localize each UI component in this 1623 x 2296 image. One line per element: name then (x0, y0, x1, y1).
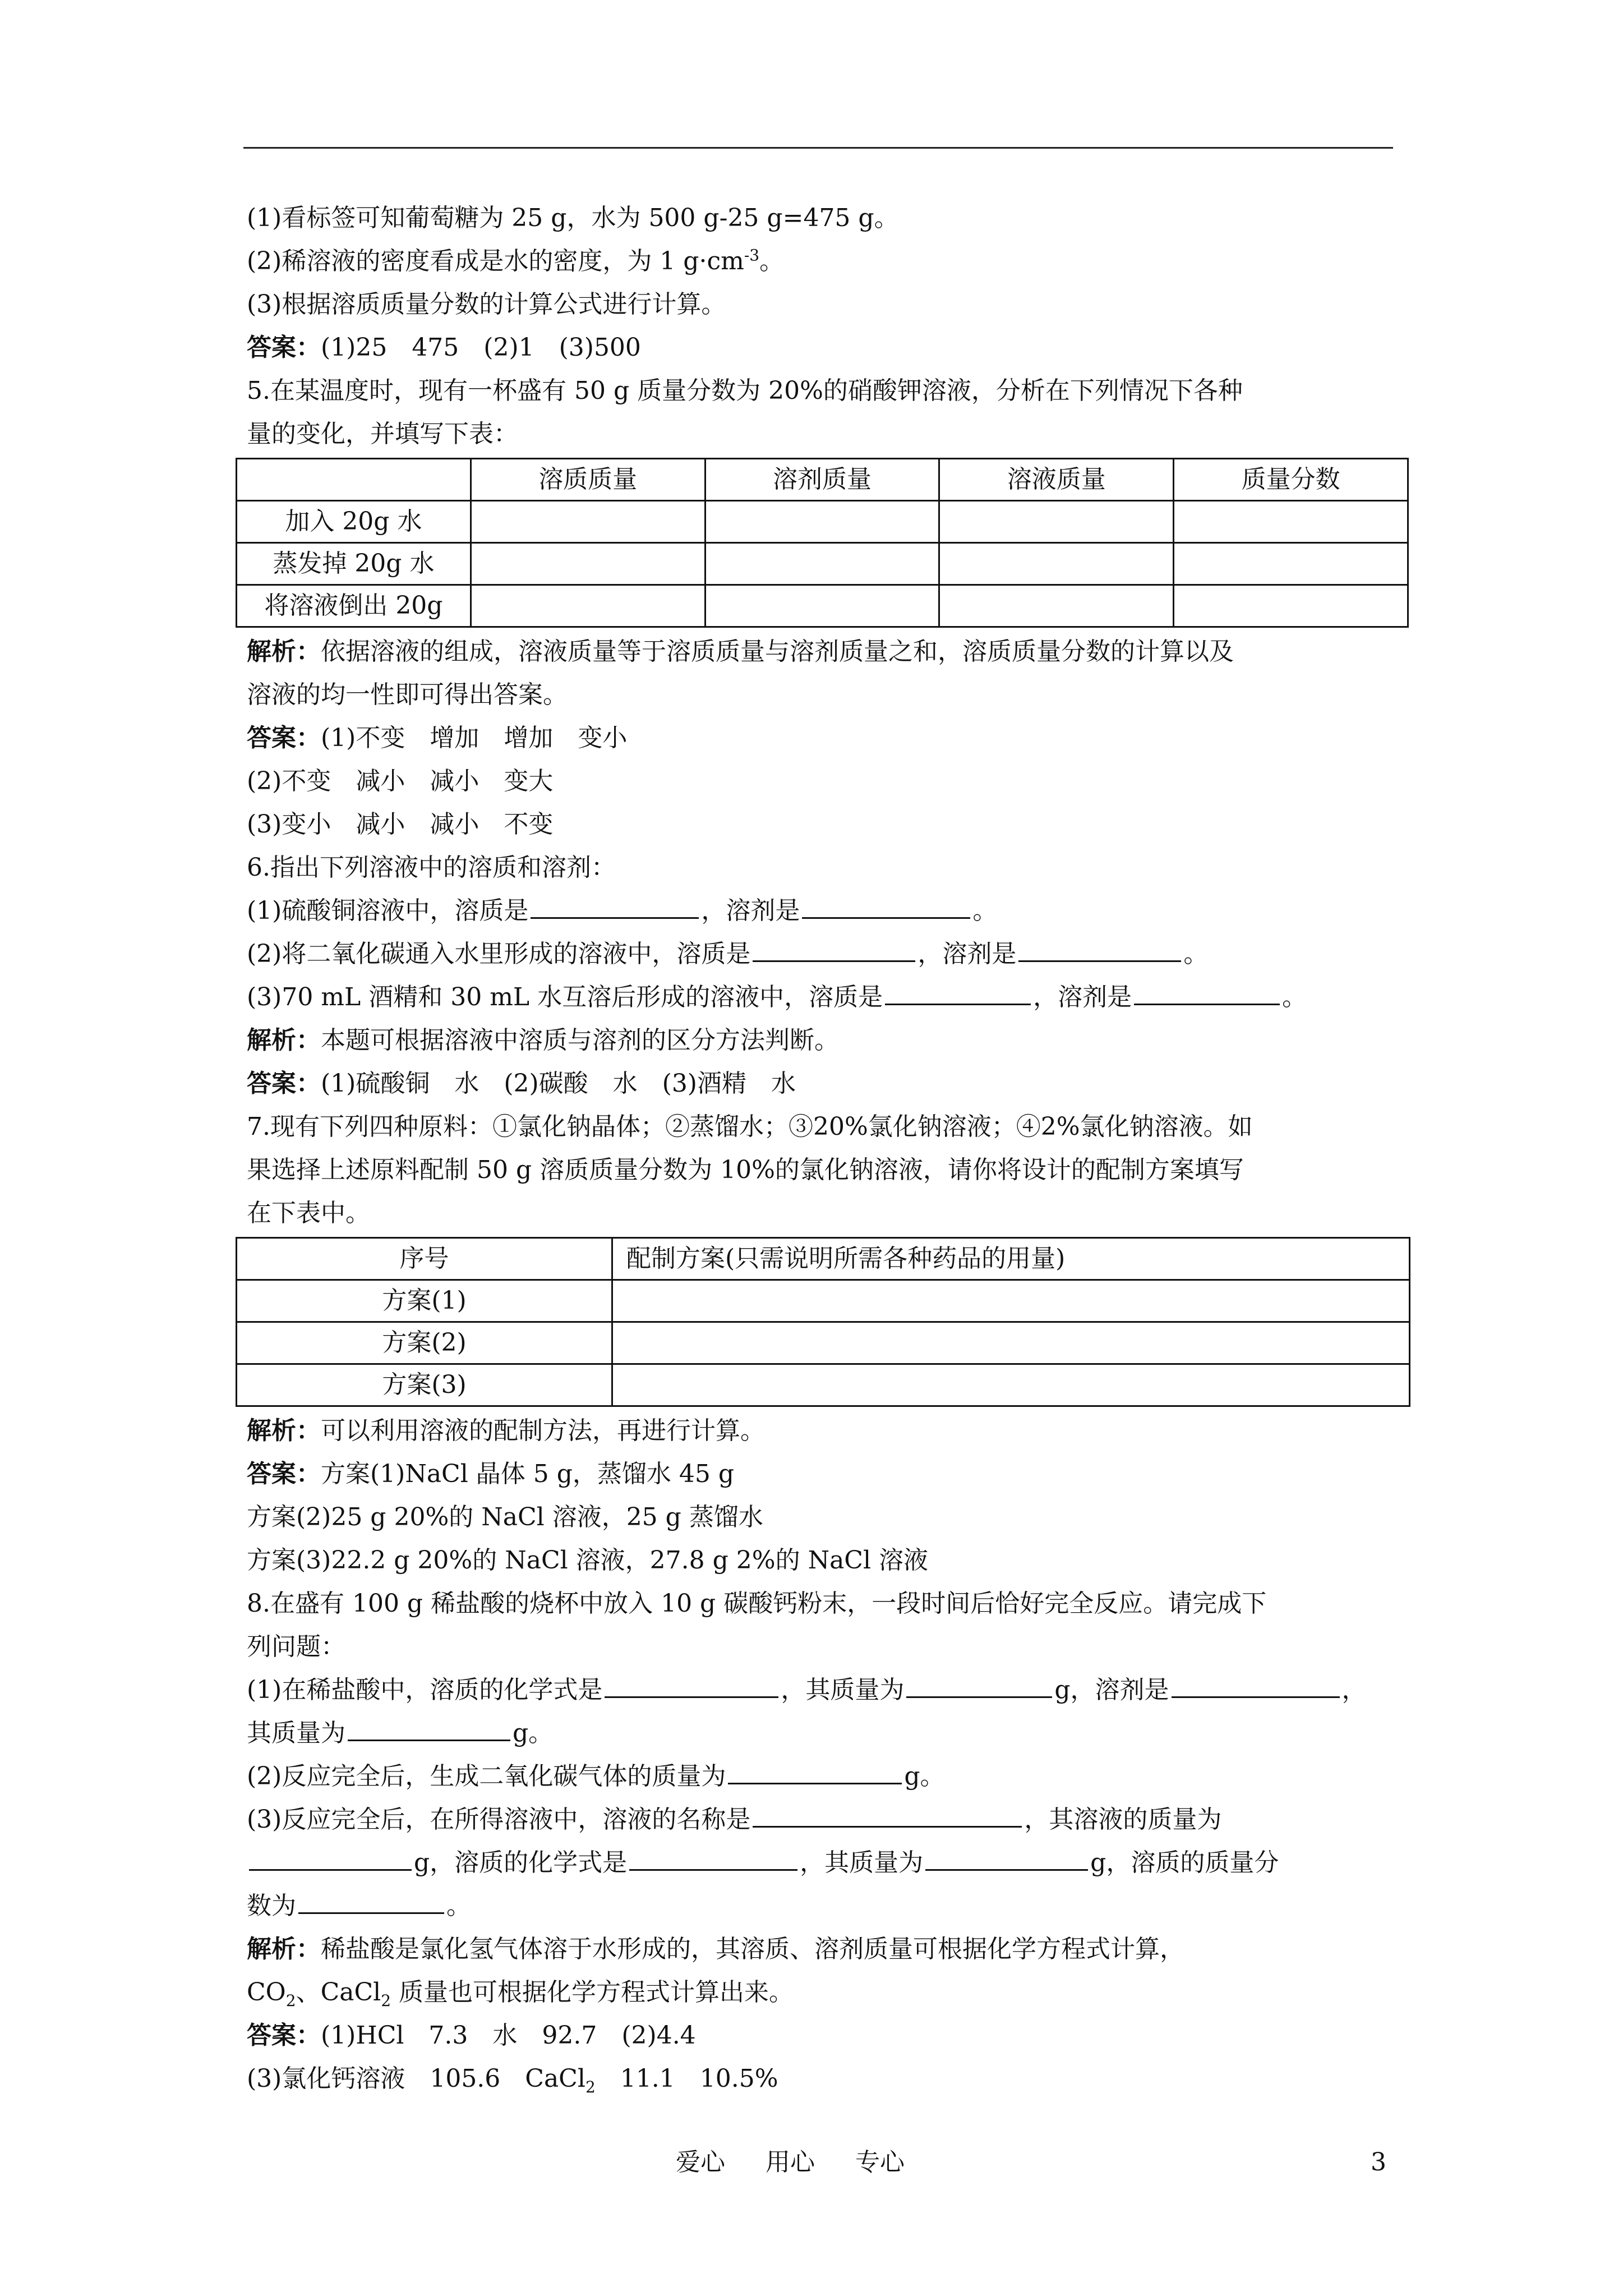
table-header-row (237, 1238, 1410, 1280)
answer-blank[interactable] (348, 1715, 510, 1741)
text-line: (1)在稀盐酸中，溶质的化学式是 ，其质量为 g，溶剂是 ， (247, 1668, 1391, 1711)
analysis-line: 解析：本题可根据溶液中溶质与溶剂的区分方法判断。 (247, 1026, 839, 1055)
answer-blank[interactable] (1018, 936, 1181, 962)
header-rule (243, 147, 1393, 149)
table-header-cell: 溶液质量 (939, 459, 1174, 501)
answer-line: 答案：(1)25 475 (2)1 (3)500 (247, 333, 641, 362)
table-header-cell: 溶剂质量 (705, 459, 939, 501)
answer-blank[interactable] (531, 892, 699, 919)
table-cell (705, 585, 939, 627)
footer-motto-item: 专心 (855, 2148, 905, 2177)
table-cell (939, 543, 1174, 585)
answer-line: 答案：(1)HCl 7.3 水 92.7 (2)4.4 (247, 2021, 696, 2050)
answer-blank[interactable] (753, 936, 915, 962)
text-line: 在下表中。 (247, 1199, 370, 1227)
table-header-cell: 序号 (237, 1238, 612, 1280)
text-line: (3)70 mL 酒精和 30 mL 水互溶后形成的溶液中，溶质是 ，溶剂是 。 (247, 976, 1391, 1019)
table-row (237, 1280, 1410, 1322)
footer-motto-item: 爱心 (676, 2148, 725, 2177)
answer-blank[interactable] (1134, 979, 1280, 1005)
text-line: (3)反应完全后，在所得溶液中，溶液的名称是 ，其溶液的质量为 (247, 1798, 1391, 1841)
text-line: (1)硫酸铜溶液中，溶质是 ，溶剂是 。 (247, 889, 1391, 932)
answer-blank[interactable] (1172, 1672, 1340, 1698)
table-row-label: 方案(1) (237, 1280, 612, 1322)
answer-blank[interactable] (802, 892, 970, 919)
text-line: 量的变化，并填写下表： (247, 420, 518, 448)
table-header-cell: 溶质质量 (471, 459, 705, 501)
answer-blank[interactable] (298, 1888, 444, 1914)
text-line: 其质量为 g。 (247, 1711, 1391, 1755)
text-line: 列问题： (247, 1632, 345, 1661)
text-line: (3)变小 减小 减小 不变 (247, 810, 554, 839)
table-row-label: 蒸发掉 20g 水 (237, 543, 471, 585)
text-line: (2)稀溶液的密度看成是水的密度，为 1 $g\cdot cm^{-3}$。 (247, 246, 785, 275)
text-line: (3)根据溶质质量分数的计算公式进行计算。 (247, 290, 726, 319)
question-7: 7.现有下列四种原料：①氯化钠晶体；②蒸馏水；③20%氯化钠溶液；④2%氯化钠溶液。如 (247, 1112, 1253, 1141)
text-line: (2)反应完全后，生成二氧化碳气体的质量为 g。 (247, 1755, 1391, 1798)
table-cell (471, 585, 705, 627)
analysis-line: 解析：稀盐酸是氯化氢气体溶于水形成的，其溶质、溶剂质量可根据化学方程式计算， (247, 1935, 1184, 1963)
question-8: 8.在盛有 100 g 稀盐酸的烧杯中放入 10 g 碳酸钙粉末，一段时间后恰好完全反应。请完成下 (247, 1589, 1267, 1618)
table-row-label: 方案(2) (237, 1322, 612, 1364)
table-header-row (237, 459, 1408, 501)
table-cell (939, 501, 1174, 543)
text-line: (2)将二氧化碳通入水里形成的溶液中，溶质是 ，溶剂是 。 (247, 932, 1391, 976)
answer-blank[interactable] (629, 1844, 797, 1871)
analysis-line: 解析：依据溶液的组成，溶液质量等于溶质质量与溶剂质量之和，溶质质量分数的计算以及 (247, 637, 1234, 666)
table-q5 (236, 458, 1409, 628)
page-content (247, 196, 1391, 2100)
text-line: (1)看标签可知葡萄糖为 25 g，水为 500 g-25 g=475 g。 (247, 204, 899, 232)
question-5: 5.在某温度时，现有一杯盛有 50 g 质量分数为 20%的硝酸钾溶液，分析在下列情况下各种 (247, 376, 1243, 405)
text-line: (3)氯化钙溶液 105.6 CaCl$_2$ 11.1 10.5% (247, 2064, 778, 2096)
table-cell (939, 585, 1174, 627)
page-number: 3 (1371, 2148, 1386, 2177)
answer-blank[interactable] (753, 1801, 1022, 1828)
table-cell (612, 1364, 1410, 1406)
footer-motto-item: 用心 (766, 2148, 815, 2177)
table-row (237, 543, 1408, 585)
table-row (237, 1322, 1410, 1364)
table-header-cell: 配制方案(只需说明所需各种药品的用量) (612, 1238, 1410, 1280)
table-cell (612, 1322, 1410, 1364)
footer-motto (676, 2146, 945, 2179)
answer-blank[interactable] (925, 1844, 1088, 1871)
answer-blank[interactable] (728, 1758, 902, 1784)
table-cell (1174, 501, 1408, 543)
table-q7 (236, 1237, 1410, 1407)
answer-blank[interactable] (249, 1844, 412, 1871)
answer-blank[interactable] (605, 1672, 778, 1698)
table-header-cell: 质量分数 (1174, 459, 1408, 501)
text-line: $CO_2$、CaCl$_2$ 质量也可根据化学方程式计算出来。 (247, 1978, 794, 2010)
table-row (237, 585, 1408, 627)
table-row (237, 501, 1408, 543)
table-cell (705, 543, 939, 585)
text-line: 果选择上述原料配制 50 g 溶质质量分数为 10%的氯化钠溶液，请你将设计的配制方案填写 (247, 1156, 1244, 1184)
answer-line: 答案：(1)硫酸铜 水 (2)碳酸 水 (3)酒精 水 (247, 1069, 796, 1098)
question-6: 6.指出下列溶液中的溶质和溶剂： (247, 853, 616, 882)
table-cell (705, 501, 939, 543)
text-line: 溶液的均一性即可得出答案。 (247, 680, 568, 709)
table-cell (612, 1280, 1410, 1322)
table-header-cell (237, 459, 471, 501)
table-row (237, 1364, 1410, 1406)
text-line: (2)不变 减小 减小 变大 (247, 767, 554, 795)
text-line: 方案(3)22.2 g 20%的 NaCl 溶液，27.8 g 2%的 NaCl 溶液 (247, 1546, 929, 1575)
table-row-label: 方案(3) (237, 1364, 612, 1406)
table-cell (1174, 543, 1408, 585)
table-row-label: 加入 20g 水 (237, 501, 471, 543)
table-cell (471, 543, 705, 585)
table-cell (1174, 585, 1408, 627)
text-line: g，溶质的化学式是 ，其质量为 g，溶质的质量分 (247, 1841, 1391, 1884)
analysis-line: 解析：可以利用溶液的配制方法，再进行计算。 (247, 1416, 765, 1445)
text-line: 数为 。 (247, 1884, 1391, 1927)
answer-blank[interactable] (885, 979, 1031, 1005)
answer-blank[interactable] (906, 1672, 1052, 1698)
table-row-label: 将溶液倒出 20g (237, 585, 471, 627)
answer-line: 答案：方案(1)NaCl 晶体 5 g，蒸馏水 45 g (247, 1460, 735, 1488)
table-cell (471, 501, 705, 543)
text-line: 方案(2)25 g 20%的 NaCl 溶液，25 g 蒸馏水 (247, 1503, 763, 1531)
answer-line: 答案：(1)不变 增加 增加 变小 (247, 724, 628, 752)
